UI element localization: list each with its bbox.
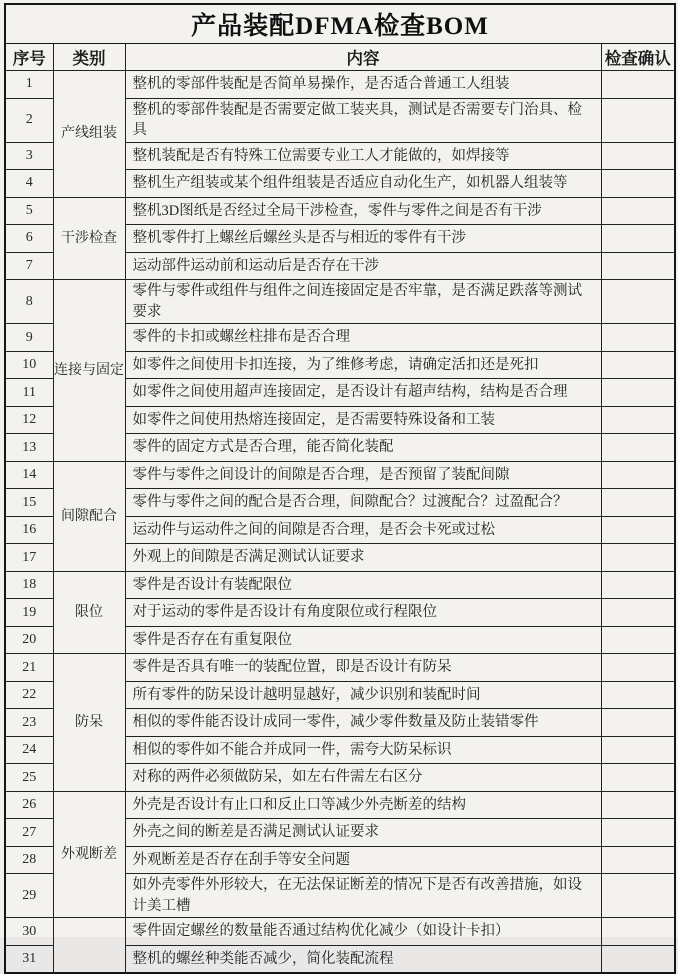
table-row bbox=[5, 280, 675, 324]
row-number: 22 bbox=[5, 681, 53, 709]
category-cell: 外观断差 bbox=[53, 791, 125, 918]
row-number: 3 bbox=[5, 142, 53, 170]
category-cell: 限位 bbox=[53, 571, 125, 654]
check-confirm-cell bbox=[601, 170, 675, 198]
content-cell: 外壳是否设计有止口和反止口等减少外壳断差的结构 bbox=[125, 791, 601, 819]
check-confirm-cell bbox=[601, 252, 675, 280]
content-cell: 整机的零部件装配是否简单易操作，是否适合普通工人组装 bbox=[125, 71, 601, 99]
check-confirm-cell bbox=[601, 846, 675, 874]
check-confirm-cell bbox=[601, 681, 675, 709]
check-confirm-cell bbox=[601, 71, 675, 99]
check-confirm-cell bbox=[601, 225, 675, 253]
content-cell: 如外壳零件外形较大，在无法保证断差的情况下是否有改善措施，如设计美工槽 bbox=[125, 874, 601, 918]
row-number: 30 bbox=[5, 918, 53, 946]
row-number: 10 bbox=[5, 351, 53, 379]
column-header: 检查确认 bbox=[601, 44, 675, 71]
dfma-check-table bbox=[4, 3, 676, 974]
check-confirm-cell bbox=[601, 142, 675, 170]
column-header-row bbox=[5, 44, 675, 71]
content-cell: 相似的零件如不能合并成同一件，需夸大防呆标识 bbox=[125, 736, 601, 764]
row-number: 5 bbox=[5, 197, 53, 225]
row-number: 12 bbox=[5, 406, 53, 434]
check-confirm-cell bbox=[601, 406, 675, 434]
table-row bbox=[5, 571, 675, 599]
content-cell: 外壳之间的断差是否满足测试认证要求 bbox=[125, 819, 601, 847]
check-confirm-cell bbox=[601, 764, 675, 792]
check-confirm-cell bbox=[601, 280, 675, 324]
category-cell bbox=[53, 918, 125, 973]
check-confirm-cell bbox=[601, 874, 675, 918]
row-number: 16 bbox=[5, 516, 53, 544]
check-confirm-cell bbox=[601, 599, 675, 627]
check-confirm-cell bbox=[601, 736, 675, 764]
content-cell: 零件的固定方式是否合理，能否简化装配 bbox=[125, 434, 601, 462]
row-number: 2 bbox=[5, 98, 53, 142]
content-cell: 零件是否具有唯一的装配位置，即是否设计有防呆 bbox=[125, 654, 601, 682]
table-row bbox=[5, 71, 675, 99]
category-cell: 连接与固定 bbox=[53, 280, 125, 462]
title-row bbox=[5, 4, 675, 44]
check-confirm-cell bbox=[601, 434, 675, 462]
content-cell: 零件是否存在有重复限位 bbox=[125, 626, 601, 654]
row-number: 28 bbox=[5, 846, 53, 874]
row-number: 9 bbox=[5, 324, 53, 352]
row-number: 18 bbox=[5, 571, 53, 599]
content-cell: 整机的零部件装配是否需要定做工装夹具，测试是否需要专门治具、检具 bbox=[125, 98, 601, 142]
check-confirm-cell bbox=[601, 571, 675, 599]
check-confirm-cell bbox=[601, 945, 675, 973]
content-cell: 零件与零件之间的配合是否合理，间隙配合？过渡配合？过盈配合？ bbox=[125, 489, 601, 517]
check-confirm-cell bbox=[601, 544, 675, 572]
row-number: 6 bbox=[5, 225, 53, 253]
check-confirm-cell bbox=[601, 324, 675, 352]
row-number: 7 bbox=[5, 252, 53, 280]
row-number: 14 bbox=[5, 461, 53, 489]
content-cell: 外观上的间隙是否满足测试认证要求 bbox=[125, 544, 601, 572]
content-cell: 整机3D图纸是否经过全局干涉检查，零件与零件之间是否有干涉 bbox=[125, 197, 601, 225]
content-cell: 整机的螺丝种类能否减少，简化装配流程 bbox=[125, 945, 601, 973]
content-cell: 外观断差是否存在刮手等安全问题 bbox=[125, 846, 601, 874]
check-confirm-cell bbox=[601, 516, 675, 544]
row-number: 25 bbox=[5, 764, 53, 792]
row-number: 11 bbox=[5, 379, 53, 407]
check-confirm-cell bbox=[601, 489, 675, 517]
content-cell: 零件的卡扣或螺丝柱排布是否合理 bbox=[125, 324, 601, 352]
check-confirm-cell bbox=[601, 918, 675, 946]
check-confirm-cell bbox=[601, 709, 675, 737]
category-cell: 产线组装 bbox=[53, 71, 125, 198]
row-number: 4 bbox=[5, 170, 53, 198]
row-number: 13 bbox=[5, 434, 53, 462]
content-cell: 如零件之间使用卡扣连接，为了维修考虑，请确定活扣还是死扣 bbox=[125, 351, 601, 379]
content-cell: 运动部件运动前和运动后是否存在干涉 bbox=[125, 252, 601, 280]
content-cell: 运动件与运动件之间的间隙是否合理，是否会卡死或过松 bbox=[125, 516, 601, 544]
row-number: 23 bbox=[5, 709, 53, 737]
table-row bbox=[5, 791, 675, 819]
check-confirm-cell bbox=[601, 791, 675, 819]
row-number: 26 bbox=[5, 791, 53, 819]
category-cell: 防呆 bbox=[53, 654, 125, 792]
row-number: 15 bbox=[5, 489, 53, 517]
table-row bbox=[5, 461, 675, 489]
content-cell: 零件是否设计有装配限位 bbox=[125, 571, 601, 599]
content-cell: 整机生产组装或某个组件组装是否适应自动化生产，如机器人组装等 bbox=[125, 170, 601, 198]
check-confirm-cell bbox=[601, 351, 675, 379]
row-number: 29 bbox=[5, 874, 53, 918]
row-number: 19 bbox=[5, 599, 53, 627]
check-confirm-cell bbox=[601, 98, 675, 142]
category-cell: 间隙配合 bbox=[53, 461, 125, 571]
row-number: 24 bbox=[5, 736, 53, 764]
check-confirm-cell bbox=[601, 819, 675, 847]
check-confirm-cell bbox=[601, 379, 675, 407]
row-number: 1 bbox=[5, 71, 53, 99]
table-row bbox=[5, 197, 675, 225]
content-cell: 如零件之间使用热熔连接固定，是否需要特殊设备和工装 bbox=[125, 406, 601, 434]
content-cell: 零件固定螺丝的数量能否通过结构优化减少（如设计卡扣） bbox=[125, 918, 601, 946]
category-cell: 干涉检查 bbox=[53, 197, 125, 280]
row-number: 27 bbox=[5, 819, 53, 847]
content-cell: 对称的两件必须做防呆，如左右件需左右区分 bbox=[125, 764, 601, 792]
check-confirm-cell bbox=[601, 654, 675, 682]
check-confirm-cell bbox=[601, 461, 675, 489]
table-row bbox=[5, 918, 675, 946]
page-title: 产品装配DFMA检查BOM bbox=[5, 4, 675, 44]
check-confirm-cell bbox=[601, 626, 675, 654]
table-row bbox=[5, 654, 675, 682]
content-cell: 如零件之间使用超声连接固定，是否设计有超声结构，结构是否合理 bbox=[125, 379, 601, 407]
column-header: 序号 bbox=[5, 44, 53, 71]
column-header: 类别 bbox=[53, 44, 125, 71]
row-number: 21 bbox=[5, 654, 53, 682]
content-cell: 零件与零件之间设计的间隙是否合理，是否预留了装配间隙 bbox=[125, 461, 601, 489]
content-cell: 对于运动的零件是否设计有角度限位或行程限位 bbox=[125, 599, 601, 627]
content-cell: 整机零件打上螺丝后螺丝头是否与相近的零件有干涉 bbox=[125, 225, 601, 253]
content-cell: 相似的零件能否设计成同一零件，减少零件数量及防止装错零件 bbox=[125, 709, 601, 737]
check-confirm-cell bbox=[601, 197, 675, 225]
row-number: 17 bbox=[5, 544, 53, 572]
content-cell: 所有零件的防呆设计越明显越好，减少识别和装配时间 bbox=[125, 681, 601, 709]
column-header: 内容 bbox=[125, 44, 601, 71]
content-cell: 整机装配是否有特殊工位需要专业工人才能做的，如焊接等 bbox=[125, 142, 601, 170]
row-number: 20 bbox=[5, 626, 53, 654]
content-cell: 零件与零件或组件与组件之间连接固定是否牢靠，是否满足跌落等测试要求 bbox=[125, 280, 601, 324]
row-number: 8 bbox=[5, 280, 53, 324]
row-number: 31 bbox=[5, 945, 53, 973]
